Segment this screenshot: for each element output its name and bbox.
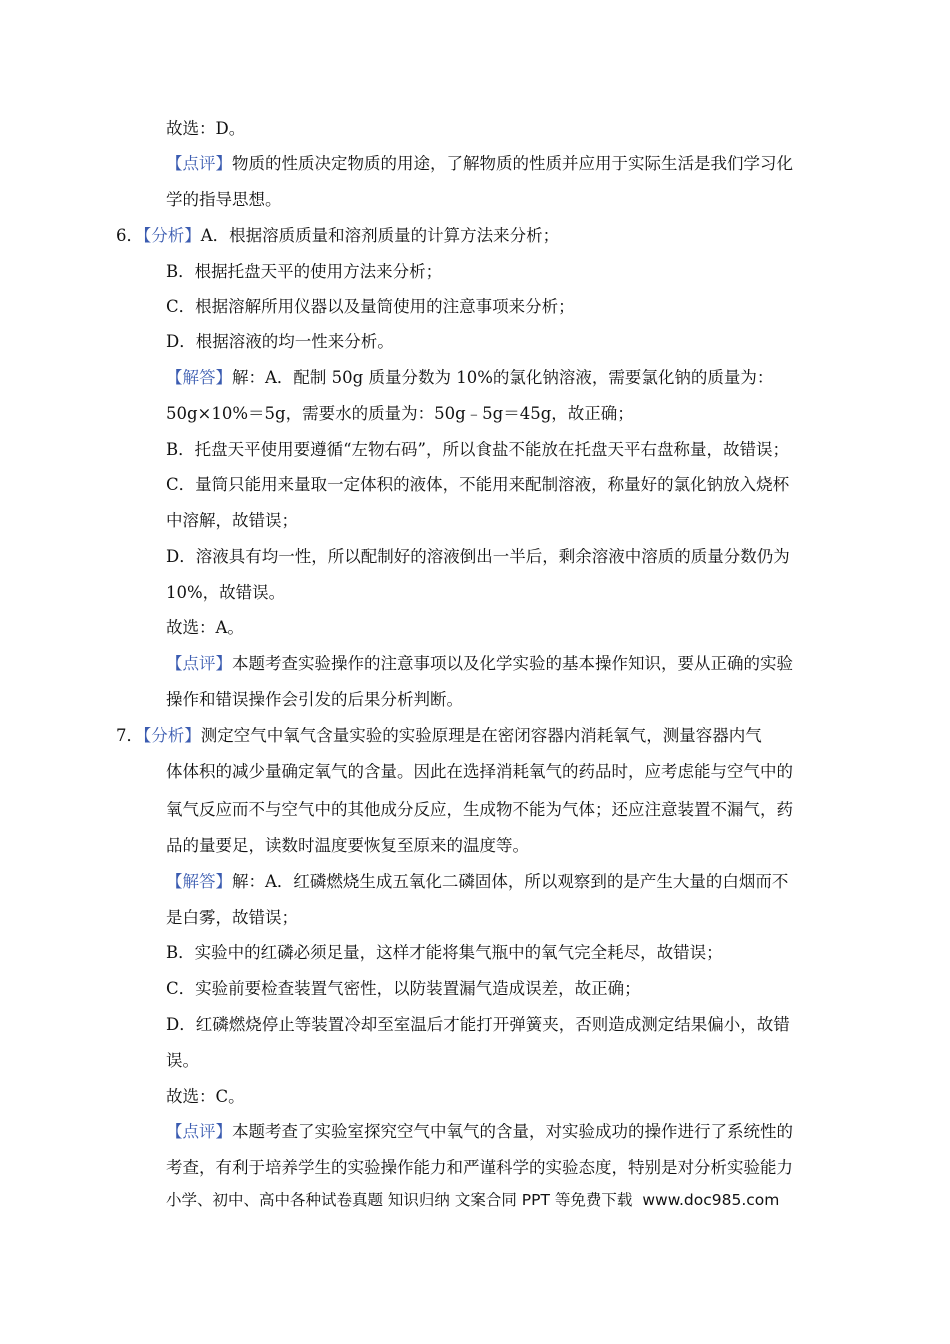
text-line: D．根据溶液的均一性来分析。 (166, 332, 394, 351)
comment-tag: 【点评】 (166, 154, 232, 173)
answer-tag: 【解答】 (166, 872, 232, 891)
question-6-analysis: 6．【分析】A．根据溶质质量和溶剂质量的计算方法来分析； (116, 226, 560, 245)
answer-tag: 【解答】 (166, 368, 232, 387)
text-line: 中溶解，故错误； (166, 511, 298, 530)
choice-line: 故选：A。 (166, 618, 244, 637)
answer-line: 【解答】解：A．配制 50g 质量分数为 10%的氯化钠溶液，需要氯化钠的质量为： (166, 368, 774, 387)
footer-site-link[interactable]: www.doc985.com (642, 1191, 780, 1209)
text-line: D．红磷燃烧停止等装置冷却至室温后才能打开弹簧夹，否则造成测定结果偏小，故错 (166, 1015, 790, 1034)
comment-line: 【点评】本题考查实验操作的注意事项以及化学实验的基本操作知识，要从正确的实验 (166, 654, 793, 673)
question-number: 7． (116, 726, 143, 745)
text-line: B．实验中的红磷必须足量，这样才能将集气瓶中的氧气完全耗尽，故错误； (166, 943, 723, 962)
text-line: 50g×10%＝5g，需要水的质量为：50g﹣5g＝45g，故正确； (166, 404, 634, 423)
text-line: C．根据溶解所用仪器以及量筒使用的注意事项来分析； (166, 297, 575, 316)
page-footer (166, 1188, 779, 1212)
text-line: 是白雾，故错误； (166, 908, 298, 927)
choice-line: 故选：C。 (166, 1087, 245, 1106)
choice-line: 故选：D。 (166, 119, 246, 138)
text-line: 体体积的减少量确定氧气的含量。因此在选择消耗氧气的药品时，应考虑能与空气中的 (166, 762, 793, 781)
text-line: 氧气反应而不与空气中的其他成分反应，生成物不能为气体；还应注意装置不漏气，药 (166, 800, 793, 819)
text-line: B．托盘天平使用要遵循“左物右码”，所以食盐不能放在托盘天平右盘称量，故错误； (166, 440, 789, 459)
text-line: C．实验前要检查装置气密性，以防装置漏气造成误差，故正确； (166, 979, 641, 998)
text-line: 操作和错误操作会引发的后果分析判断。 (166, 690, 463, 709)
question-7-analysis: 7．【分析】测定空气中氧气含量实验的实验原理是在密闭容器内消耗氧气，测量容器内气 (116, 726, 762, 745)
footer-text: 小学、初中、高中各种试卷真题 知识归纳 文案合同 PPT 等免费下载 (166, 1191, 633, 1209)
analysis-tag: 【分析】 (143, 726, 201, 745)
text-line: 10%，故错误。 (166, 583, 286, 602)
text-line: C．量筒只能用来量取一定体积的液体，不能用来配制溶液，称量好的氯化钠放入烧杯 (166, 475, 790, 494)
text-line: 误。 (166, 1051, 199, 1070)
comment-tag: 【点评】 (166, 654, 232, 673)
text-line: 考查，有利于培养学生的实验操作能力和严谨科学的实验态度，特别是对分析实验能力 (166, 1158, 793, 1177)
analysis-tag: 【分析】 (143, 226, 201, 245)
comment-line: 【点评】本题考查了实验室探究空气中氧气的含量，对实验成功的操作进行了系统性的 (166, 1122, 793, 1141)
question-number: 6． (116, 226, 143, 245)
comment-tag: 【点评】 (166, 1122, 232, 1141)
text-line: 学的指导思想。 (166, 190, 282, 209)
text-line: 品的量要足，读数时温度要恢复至原来的温度等。 (166, 836, 529, 855)
answer-line: 【解答】解：A．红磷燃烧生成五氧化二磷固体，所以观察到的是产生大量的白烟而不 (166, 872, 789, 891)
comment-line: 【点评】物质的性质决定物质的用途，了解物质的性质并应用于实际生活是我们学习化 (166, 154, 793, 173)
text-line: B．根据托盘天平的使用方法来分析； (166, 262, 443, 281)
text-line: D．溶液具有均一性，所以配制好的溶液倒出一半后，剩余溶液中溶质的质量分数仍为 (166, 547, 790, 566)
